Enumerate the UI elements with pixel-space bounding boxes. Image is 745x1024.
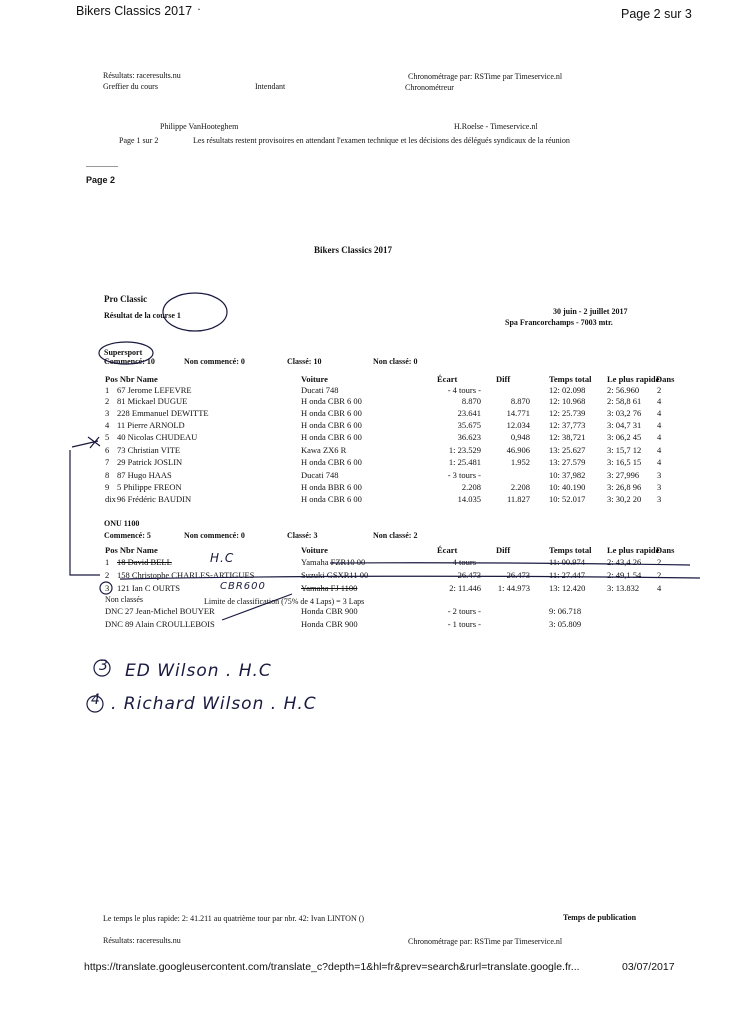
cell-fastest: 3: 16,5 15 — [607, 457, 642, 467]
cell-time: 10: 37,982 — [549, 470, 586, 480]
cell-ecart: - 2 tours - — [447, 606, 481, 616]
supersport-started: Commencé: 10 — [104, 357, 155, 366]
fastest-lap-note: Le temps le plus rapide: 2: 41.211 au quatrième tour par nbr. 42: Ivan LINTON () — [103, 914, 365, 923]
table-row — [0, 619, 745, 631]
cell-ecart: - 4 tours - — [447, 557, 481, 567]
class-supersport-title: Supersport — [104, 348, 143, 357]
cell-time: 12: 10.968 — [549, 396, 586, 406]
cell-ecart: 35.675 — [457, 420, 481, 430]
cell-fastest: 2: 58,8 61 — [607, 396, 642, 406]
cell-ecart: - 3 tours - — [447, 470, 481, 480]
cell-car: H onda CBR 6 00 — [301, 457, 362, 467]
cell-time: 13: 27.579 — [549, 457, 586, 467]
col-voiture: Voiture — [301, 545, 328, 555]
print-footer-date: 03/07/2017 — [622, 961, 675, 973]
table-row — [0, 470, 745, 482]
cell-name: 67 Jerome LEFEVRE — [117, 385, 192, 395]
cell-in: 3 — [657, 482, 662, 492]
cell-pos: 1 — [105, 557, 110, 567]
col-temps-total: Temps total — [549, 374, 592, 384]
col-diff: Diff — [496, 545, 511, 555]
result-title: Résultat de la course 1 — [104, 311, 181, 320]
cell-ecart: 1: 23.529 — [448, 445, 481, 455]
cell-fastest: 3: 06,2 45 — [607, 432, 642, 442]
section-title: Pro Classic — [104, 294, 148, 304]
col-fastest: Le plus rapide — [607, 545, 660, 555]
cell-diff: 1.952 — [510, 457, 530, 467]
cell-in: 4 — [657, 583, 662, 593]
handwritten-line-4: . Richard Wilson . H.C — [111, 694, 317, 714]
cell-ecart: 23.641 — [457, 408, 481, 418]
cell-time: 12: 25.739 — [549, 408, 586, 418]
cell-time: 9: 06.718 — [549, 606, 582, 616]
cell-name: 89 Alain CROULLEBOIS — [125, 619, 215, 629]
prev-page-info: Page 1 sur 2 — [119, 136, 159, 145]
cell-time: 13: 25.627 — [549, 445, 586, 455]
print-header-page: Page 2 sur 3 — [621, 7, 692, 21]
col-ecart: Écart — [437, 545, 458, 555]
col-dans: Dans — [656, 374, 675, 384]
cell-ecart: 26.473 — [457, 570, 481, 580]
cell-ecart: - 4 tours - — [447, 385, 481, 395]
onu-not-started: Non commencé: 0 — [184, 531, 245, 540]
cell-name: 5 Philippe FREON — [117, 482, 182, 492]
cell-in: 3 — [657, 470, 662, 480]
separator — [86, 166, 118, 167]
cell-ecart: 14.035 — [457, 494, 481, 504]
prev-timekeeper-label: Chronométreur — [405, 83, 454, 92]
onu-column-header — [0, 545, 745, 557]
cell-pos: DNC — [105, 619, 123, 629]
table-row — [0, 408, 745, 420]
cell-in: 4 — [657, 445, 662, 455]
cell-diff: 11.827 — [506, 494, 530, 504]
handwritten-num-4: 4 — [91, 692, 101, 708]
cell-fastest: 2: 43,4 26 — [607, 557, 642, 567]
cell-time: 3: 05.809 — [549, 619, 582, 629]
cell-time: 12: 38,721 — [549, 432, 586, 442]
table-row — [0, 583, 745, 595]
cell-car: Yamaha FZR10 00 — [301, 557, 366, 567]
cell-ecart: 36.623 — [457, 432, 481, 442]
table-row — [0, 494, 745, 506]
cell-in: 2 — [657, 570, 662, 580]
cell-car: Suzuki GSXR11 00 — [301, 570, 369, 580]
cell-diff: 14.771 — [506, 408, 530, 418]
col-dans: Dans — [656, 545, 675, 555]
event-dates: 30 juin - 2 juillet 2017 — [553, 307, 628, 316]
cell-car: H onda CBR 6 00 — [301, 408, 362, 418]
cell-car: H onda CBR 6 00 — [301, 432, 362, 442]
cell-time: 13: 12.420 — [549, 583, 586, 593]
table-row — [0, 457, 745, 469]
dot-mark: · — [197, 2, 201, 16]
handwritten-num-3: 3 — [99, 658, 109, 674]
table-row — [0, 482, 745, 494]
cell-car: Honda CBR 900 — [301, 619, 358, 629]
cell-pos: 5 — [105, 432, 110, 442]
cell-in: 4 — [657, 420, 662, 430]
onu-started: Commencé: 5 — [104, 531, 151, 540]
cell-fastest: 3: 04,7 31 — [607, 420, 642, 430]
cell-fastest: 3: 03,2 76 — [607, 408, 642, 418]
cell-ecart: 1: 25.481 — [448, 457, 481, 467]
cell-time: 10: 52.017 — [549, 494, 586, 504]
cell-fastest: 3: 30,2 20 — [607, 494, 642, 504]
print-header-title: Bikers Classics 2017 — [76, 4, 193, 18]
cell-in: 4 — [657, 396, 662, 406]
prev-clerk-label: Greffier du cours — [103, 82, 158, 91]
cell-ecart: - 1 tours - — [447, 619, 481, 629]
cell-time: 12: 02.098 — [549, 385, 586, 395]
cell-name: 27 Jean-Michel BOUYER — [125, 606, 215, 616]
cell-car: Ducati 748 — [301, 470, 339, 480]
cell-in: 2 — [657, 385, 662, 395]
cell-car: H onda BBR 6 00 — [301, 482, 362, 492]
cell-pos: 3 — [105, 583, 110, 593]
cell-car: Yamaha FJ 1100 — [301, 583, 358, 593]
table-row — [0, 557, 745, 569]
prev-disclaimer: Les résultats restent provisoires en attendant l'examen technique et les décisions des délégués syndicaux de la réunion — [193, 136, 570, 145]
cell-pos: 4 — [105, 420, 110, 430]
table-row — [0, 432, 745, 444]
class-onu-title: ONU 1100 — [104, 519, 140, 528]
page-marker: Page 2 — [86, 175, 116, 185]
unclassified-label: Non classés — [105, 595, 143, 604]
cell-diff: 26.473 — [506, 570, 530, 580]
onu-classified: Classé: 3 — [287, 531, 318, 540]
cell-car: Ducati 748 — [301, 385, 339, 395]
cell-fastest: 3: 15,7 12 — [607, 445, 642, 455]
col-diff: Diff — [496, 374, 511, 384]
cell-car: Kawa ZX6 R — [301, 445, 347, 455]
publication-time-label: Temps de publication — [563, 913, 637, 922]
handwritten-cbr: CBR600 — [220, 581, 266, 592]
table-row — [0, 606, 745, 618]
cell-pos: 2 — [105, 570, 110, 580]
classification-limit: Limite de classification (75% de 4 Laps) = 3 Laps — [204, 597, 365, 606]
col-voiture: Voiture — [301, 374, 328, 384]
col-fastest: Le plus rapide — [607, 374, 660, 384]
supersport-not-started: Non commencé: 0 — [184, 357, 245, 366]
footer-timing: Chronométrage par: RSTime par Timeservice.nl — [408, 937, 563, 946]
cell-in: 3 — [657, 494, 662, 504]
col-ecart: Écart — [437, 374, 458, 384]
handwritten-line-3: ED Wilson . H.C — [125, 661, 272, 681]
cell-pos: 3 — [105, 408, 110, 418]
cell-in: 4 — [657, 432, 662, 442]
onu-not-classified: Non classé: 2 — [373, 531, 418, 540]
print-footer-url: https://translate.googleusercontent.com/translate_c?depth=1&hl=fr&prev=search&rurl=translate.google.fr... — [84, 961, 580, 973]
cell-car: Honda CBR 900 — [301, 606, 358, 616]
supersport-not-classified: Non classé: 0 — [373, 357, 418, 366]
cell-pos: 8 — [105, 470, 110, 480]
cell-car: H onda CBR 6 00 — [301, 396, 362, 406]
table-row — [0, 396, 745, 408]
handwritten-hc: H.C — [210, 551, 235, 565]
cell-pos: DNC — [105, 606, 123, 616]
table-row — [0, 570, 745, 582]
cell-in: 2 — [657, 557, 662, 567]
cell-name: 121 Ian C OURTS — [117, 583, 181, 593]
cell-name: 81 Mickael DUGUE — [117, 396, 188, 406]
cell-name: 228 Emmanuel DEWITTE — [117, 408, 209, 418]
table-row — [0, 445, 745, 457]
cell-ecart: 2.208 — [461, 482, 481, 492]
cell-fastest: 3: 27,996 — [607, 470, 640, 480]
cell-car: H onda CBR 6 00 — [301, 420, 362, 430]
cell-name: 11 Pierre ARNOLD — [117, 420, 185, 430]
cell-fastest: 2: 49,1 54 — [607, 570, 642, 580]
cell-name: 158 Christophe CHARLES-ARTIGUES — [117, 570, 255, 580]
cell-name: 73 Christian VITE — [117, 445, 181, 455]
event-venue: Spa Francorchamps - 7003 mtr. — [505, 318, 613, 327]
prev-timekeeper-name: H.Roelse - Timeservice.nl — [454, 122, 538, 131]
cell-fastest: 2: 56.960 — [607, 385, 640, 395]
cell-time: 11: 27.447 — [549, 570, 586, 580]
cell-name: 96 Frédéric BAUDIN — [117, 494, 192, 504]
prev-clerk-name: Philippe VanHooteghem — [160, 122, 239, 131]
cell-time: 10: 40.190 — [549, 482, 586, 492]
event-title: Bikers Classics 2017 — [314, 245, 393, 255]
cell-fastest: 3: 13.832 — [607, 583, 640, 593]
cell-ecart: 8.870 — [461, 396, 481, 406]
cell-car: H onda CBR 6 00 — [301, 494, 362, 504]
prev-results-link: Résultats: raceresults.nu — [103, 71, 181, 80]
cell-diff: 1: 44.973 — [497, 583, 530, 593]
cell-pos: dix — [105, 494, 116, 504]
cell-diff: 8.870 — [510, 396, 530, 406]
cell-fastest: 3: 26,8 96 — [607, 482, 642, 492]
col-pos-nbr-name: Pos Nbr Name — [105, 545, 158, 555]
cell-diff: 12.034 — [506, 420, 530, 430]
cell-name: 87 Hugo HAAS — [117, 470, 172, 480]
col-temps-total: Temps total — [549, 545, 592, 555]
cell-diff: 2.208 — [510, 482, 530, 492]
cell-time: 12: 37,773 — [549, 420, 586, 430]
cell-diff: 0,948 — [510, 432, 530, 442]
cell-diff: 46.906 — [506, 445, 530, 455]
supersport-classified: Classé: 10 — [287, 357, 322, 366]
prev-steward-label: Intendant — [255, 82, 286, 91]
cell-ecart: 2: 11.446 — [449, 583, 481, 593]
prev-timing: Chronométrage par: RSTime par Timeservice.nl — [408, 72, 563, 81]
footer-results-link: Résultats: raceresults.nu — [103, 936, 181, 945]
cell-time: 11: 00.974 — [549, 557, 586, 567]
cell-pos: 1 — [105, 385, 110, 395]
table-row — [0, 420, 745, 432]
cell-pos: 9 — [105, 482, 110, 492]
cell-in: 4 — [657, 457, 662, 467]
cell-pos: 2 — [105, 396, 110, 406]
cell-pos: 7 — [105, 457, 110, 467]
cell-pos: 6 — [105, 445, 110, 455]
col-pos-nbr-name: Pos Nbr Name — [105, 374, 158, 384]
cell-in: 4 — [657, 408, 662, 418]
cell-name: 18 David BELL — [117, 557, 172, 567]
cell-name: 40 Nicolas CHUDEAU — [117, 432, 198, 442]
cell-name: 29 Patrick JOSLIN — [117, 457, 183, 467]
